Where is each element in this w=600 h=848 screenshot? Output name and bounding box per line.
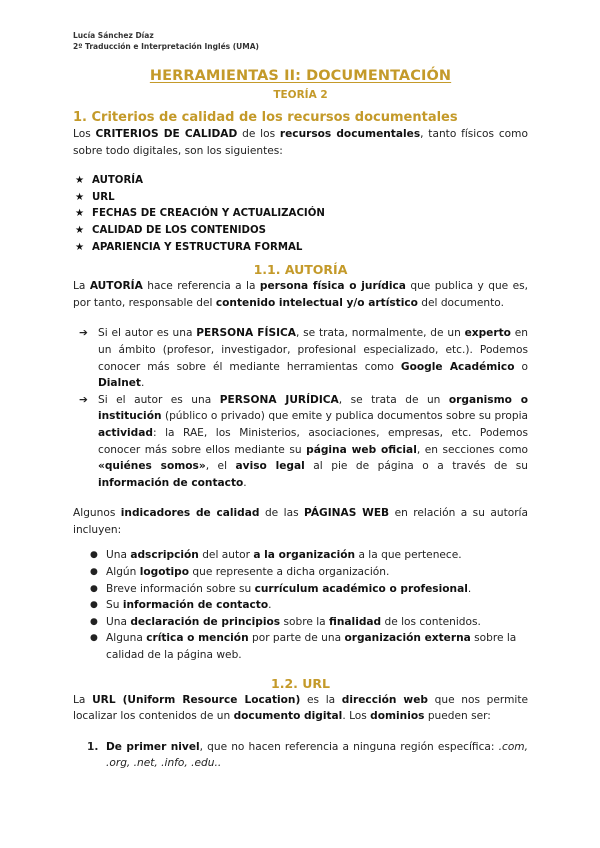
list-item: ● Su información de contacto. (87, 597, 528, 614)
star-icon: ★ (75, 224, 85, 236)
bullet-icon: ● (90, 583, 98, 594)
list-item: ● Breve información sobre su currículum académico o profesional. (87, 581, 528, 598)
course-name: 2º Traducción e Interpretación Inglés (UMA) (73, 42, 259, 51)
list-item: ● Algún logotipo que represente a dicha organización. (87, 564, 528, 581)
document-title: HERRAMIENTAS II: DOCUMENTACIÓN (149, 68, 452, 84)
document-page (73, 30, 528, 772)
list-item: ★ CALIDAD DE LOS CONTENIDOS (73, 223, 528, 240)
list-item: ★ AUTORÍA (73, 173, 528, 190)
criterios-intro: Los CRITERIOS DE CALIDAD de los recursos documentales, tanto físicos como sobre todo digitales, son los siguientes: (73, 128, 528, 157)
author-types-list (79, 325, 528, 491)
star-icon: ★ (75, 175, 85, 187)
url-intro: La URL (Uniform Resource Location) es la dirección web que nos permite localizar los contenidos de un documento digital. Los dominios pueden ser: (73, 693, 529, 723)
subsection-title-autoria: 1.1. AUTORÍA (253, 262, 348, 278)
section-title-criterios: 1. Criterios de calidad de los recursos documentales (73, 110, 458, 125)
subsection-title-url: 1.2. URL (271, 675, 330, 691)
list-item: ➔ Si el autor es una PERSONA JURÍDICA, se trata de un organismo o institución (público o privado) que emite y publica documentos sobre su propia actividad: la RAE, los Ministerios, asociaciones, empresas, etc. Podemos conocer más sobre ellos mediante su página web oficial, en secciones como «quiénes somos», el aviso legal al pie de página o a través de su información de contacto. (79, 393, 529, 489)
indicators-list (87, 547, 528, 663)
document-subtitle: TEORÍA 2 (273, 89, 328, 101)
list-item: ● Alguna crítica o mención por parte de una organización externa sobre la calidad de la página web. (90, 632, 517, 662)
list-item: ★ APARIENCIA Y ESTRUCTURA FORMAL (73, 240, 528, 257)
bullet-icon: ● (90, 567, 98, 578)
arrow-right-icon: ➔ (79, 327, 88, 340)
indicators-intro: Algunos indicadores de calidad de las PÁGINAS WEB en relación a su autoría incluyen: (73, 507, 528, 536)
list-item: ● Una declaración de principios sobre la finalidad de los contenidos. (87, 614, 528, 631)
criteria-list (73, 173, 528, 256)
bullet-icon: ● (90, 616, 98, 627)
star-icon: ★ (75, 241, 85, 253)
author-name: Lucía Sánchez Díaz (73, 31, 154, 40)
list-item: 1. De primer nivel, que no hacen referencia a ninguna región específica: .com, .org, .net, .info, .edu.. (87, 740, 528, 770)
list-item: ➔ Si el autor es una PERSONA FÍSICA, se trata, normalmente, de un experto en un ámbito (profesor, investigador, profesional especializado, etc.). Podemos conocer más sobre él mediante herramientas como Google Académico o Dialnet. (79, 327, 528, 390)
star-icon: ★ (75, 208, 85, 220)
bullet-icon: ● (90, 550, 98, 561)
bullet-icon: ● (90, 600, 98, 611)
list-item: ● Una adscripción del autor a la organización a la que pertenece. (87, 547, 528, 564)
list-item: ★ URL (73, 190, 528, 207)
list-number: 1. (87, 740, 99, 753)
autoria-intro: La AUTORÍA hace referencia a la persona física o jurídica que publica y que es, por tanto, responsable del contenido intelectual y/o artístico del documento. (73, 280, 528, 309)
domains-list (87, 739, 528, 772)
bullet-icon: ● (90, 633, 98, 644)
list-item: ★ FECHAS DE CREACIÓN Y ACTUALIZACIÓN (73, 206, 528, 223)
star-icon: ★ (75, 191, 85, 203)
arrow-right-icon: ➔ (79, 393, 88, 406)
